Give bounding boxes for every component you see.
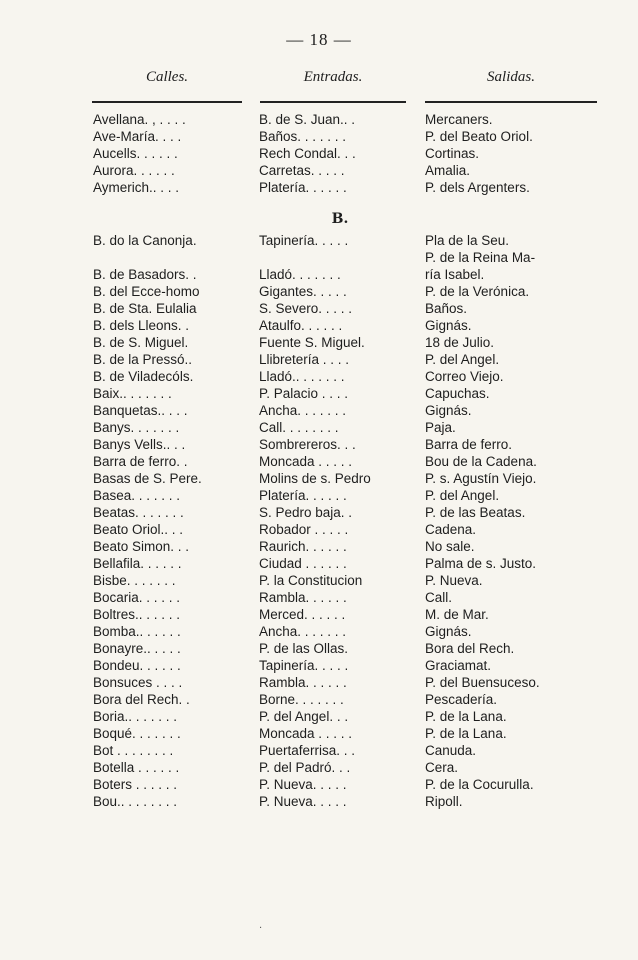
entrance-street: Ciudad . . . . . . <box>259 556 347 571</box>
street-name: Ave-María. . . . <box>93 129 182 144</box>
entrance-street: Moncada . . . . . <box>259 726 353 741</box>
exit-street: Cera. <box>425 760 459 775</box>
header-rule-salidas <box>425 101 597 103</box>
street-name: Bonayre.. . . . . <box>93 641 181 656</box>
street-name: Basea. . . . . . . <box>93 488 181 503</box>
street-name: Baix.. . . . . . . <box>93 386 172 401</box>
table-row <box>0 692 638 708</box>
entrance-street: Merced. . . . . . <box>259 607 346 622</box>
table-row <box>0 828 638 844</box>
table-row <box>0 539 638 555</box>
column-header-calles: Calles. <box>145 69 189 85</box>
exit-street: Baños. <box>425 301 468 316</box>
entrance-street: Ancha. . . . . . . <box>259 403 347 418</box>
table-row <box>0 352 638 368</box>
exit-street: P. de la Reina Ma- <box>425 250 536 265</box>
table-row <box>0 709 638 725</box>
exit-street: Bou de la Cadena. <box>425 454 537 469</box>
street-name: Avellana. , . . . . <box>93 112 186 127</box>
table-row <box>0 505 638 521</box>
table-row <box>0 573 638 589</box>
table-row <box>0 658 638 674</box>
street-name: Boters . . . . . . <box>93 777 178 792</box>
entrance-street: Moncada . . . . . <box>259 454 353 469</box>
table-row <box>0 369 638 385</box>
street-name: Aurora. . . . . . <box>93 163 175 178</box>
paper-speck: · <box>259 923 263 934</box>
street-name: B. de Sta. Eulalia <box>93 301 197 316</box>
street-name: Bisbe. . . . . . . <box>93 573 176 588</box>
street-name: Aymerich.. . . . <box>93 180 180 195</box>
table-row <box>0 335 638 351</box>
exit-street: Gignás. <box>425 318 472 333</box>
street-name: Banys Vells.. . . <box>93 437 186 452</box>
table-row <box>0 811 638 827</box>
entrance-street: P. la Constitucion <box>259 573 363 588</box>
column-header-salidas: Salidas. <box>487 69 535 85</box>
street-name: Beato Oriol.. . . <box>93 522 184 537</box>
exit-street: P. de las Beatas. <box>425 505 526 520</box>
entrance-street: Baños. . . . . . . <box>259 129 347 144</box>
exit-street: Ripoll. <box>425 794 463 809</box>
table-row <box>0 301 638 317</box>
table-row <box>0 250 638 266</box>
entrance-street: Lladó. . . . . . . <box>259 267 341 282</box>
table-row <box>0 146 638 162</box>
exit-street: Gignás. <box>425 624 472 639</box>
exit-street: Canuda. <box>425 743 477 758</box>
table-row <box>0 675 638 691</box>
table-row <box>0 760 638 776</box>
entrance-street: Call. . . . . . . . <box>259 420 339 435</box>
table-row <box>0 777 638 793</box>
entrance-street: Llibretería . . . . <box>259 352 350 367</box>
header-rule-calles <box>92 101 242 103</box>
table-row <box>0 454 638 470</box>
entrance-street: Rambla. . . . . . <box>259 675 347 690</box>
street-name: Banys. . . . . . . <box>93 420 180 435</box>
exit-street: P. de la Lana. <box>425 726 507 741</box>
street-name: B. de la Pressó.. <box>93 352 193 367</box>
entrance-street: Borne. . . . . . . <box>259 692 344 707</box>
exit-street: Bora del Rech. <box>425 641 515 656</box>
exit-street: Mercaners. <box>425 112 493 127</box>
table-row <box>0 386 638 402</box>
exit-street: P. del Beato Oriol. <box>425 129 533 144</box>
entrance-street: Gigantes. . . . . <box>259 284 347 299</box>
exit-street: Cadena. <box>425 522 477 537</box>
entrance-street: S. Severo. . . . . <box>259 301 353 316</box>
street-name: Bomba.. . . . . . <box>93 624 181 639</box>
exit-street: Palma de s. Justo. <box>425 556 537 571</box>
entrance-street: Tapinería. . . . . <box>259 658 349 673</box>
exit-street: Gignás. <box>425 403 472 418</box>
column-header-entradas: Entradas. <box>303 69 363 85</box>
exit-street: P. Nueva. <box>425 573 483 588</box>
street-name: Boltres.. . . . . . <box>93 607 181 622</box>
exit-street: Paja. <box>425 420 456 435</box>
table-row <box>0 267 638 283</box>
table-row <box>0 318 638 334</box>
exit-street: P. s. Agustín Viejo. <box>425 471 537 486</box>
street-name: Bonsuces . . . . <box>93 675 183 690</box>
street-name: B. de Basadors. . <box>93 267 197 282</box>
exit-street: No sale. <box>425 539 475 554</box>
street-name: Bocaria. . . . . . <box>93 590 181 605</box>
table-row <box>0 112 638 128</box>
entrance-street: Platería. . . . . . <box>259 180 347 195</box>
street-name: B. del Ecce-homo <box>93 284 200 299</box>
exit-street: 18 de Julio. <box>425 335 495 350</box>
exit-street: ría Isabel. <box>425 267 485 282</box>
street-name: Bellafila. . . . . . <box>93 556 182 571</box>
table-row <box>0 590 638 606</box>
exit-street: P. de la Cocurulla. <box>425 777 534 792</box>
exit-street: Pescadería. <box>425 692 498 707</box>
table-row <box>0 641 638 657</box>
entrance-street: Sombrereros. . . <box>259 437 356 452</box>
exit-street: P. de la Lana. <box>425 709 507 724</box>
street-name: Bot . . . . . . . . <box>93 743 174 758</box>
table-row <box>0 794 638 810</box>
entrance-street: P. del Padró. . . <box>259 760 351 775</box>
entrance-street: Robador . . . . . <box>259 522 349 537</box>
table-row <box>0 420 638 436</box>
entrance-street: Lladó.. . . . . . . <box>259 369 345 384</box>
exit-street: Barra de ferro. <box>425 437 513 452</box>
entrance-street: Rech Condal. . . <box>259 146 356 161</box>
exit-street: Graciamat. <box>425 658 492 673</box>
exit-street: P. del Angel. <box>425 352 500 367</box>
table-row <box>0 471 638 487</box>
entrance-street: Raurich. . . . . . <box>259 539 347 554</box>
entrance-street: Puertaferrisa. . . <box>259 743 356 758</box>
exit-street: Call. <box>425 590 453 605</box>
street-name: Botella . . . . . . <box>93 760 180 775</box>
entrance-street: P. del Angel. . . <box>259 709 349 724</box>
entrance-street: B. de S. Juan.. . <box>259 112 356 127</box>
exit-street: P. del Angel. <box>425 488 500 503</box>
street-name: Banquetas.. . . . <box>93 403 188 418</box>
entrance-street: Rambla. . . . . . <box>259 590 347 605</box>
exit-street: P. del Buensuceso. <box>425 675 540 690</box>
street-name: Boqué. . . . . . . <box>93 726 181 741</box>
section-letter-b: B. <box>331 211 349 227</box>
entrance-street: Fuente S. Miguel. <box>259 335 365 350</box>
header-rule-entradas <box>260 101 406 103</box>
exit-street: Cortinas. <box>425 146 480 161</box>
table-row <box>0 488 638 504</box>
exit-street: Pla de la Seu. <box>425 233 510 248</box>
street-name: B. de Viladecóls. <box>93 369 194 384</box>
table-row <box>0 726 638 742</box>
table-row <box>0 403 638 419</box>
entrance-street: P. Nueva. . . . . <box>259 794 347 809</box>
entrance-street: Tapinería. . . . . <box>259 233 349 248</box>
street-name: B. de S. Miguel. <box>93 335 189 350</box>
table-row <box>0 522 638 538</box>
table-row <box>0 624 638 640</box>
table-row <box>0 607 638 623</box>
street-name: B. dels Lleons. . <box>93 318 190 333</box>
entrance-street: P. de las Ollas. <box>259 641 349 656</box>
table-row <box>0 129 638 145</box>
entrance-street: P. Nueva. . . . . <box>259 777 347 792</box>
entrance-street: Ataulfo. . . . . . <box>259 318 343 333</box>
exit-street: P. de la Verónica. <box>425 284 530 299</box>
street-name: Beatas. . . . . . . <box>93 505 184 520</box>
table-row <box>0 437 638 453</box>
street-name: Bondeu. . . . . . <box>93 658 181 673</box>
table-row <box>0 743 638 759</box>
table-row <box>0 163 638 179</box>
table-row <box>0 556 638 572</box>
street-name: Beato Simon. . . <box>93 539 190 554</box>
street-name: Aucells. . . . . . <box>93 146 178 161</box>
street-name: B. do la Canonja. <box>93 233 197 248</box>
table-row <box>0 284 638 300</box>
street-name: Basas de S. Pere. <box>93 471 202 486</box>
street-name: Bora del Rech. . <box>93 692 190 707</box>
exit-street: P. dels Argenters. <box>425 180 530 195</box>
entrance-street: S. Pedro baja. . <box>259 505 353 520</box>
page-number: — 18 — <box>286 30 352 49</box>
entrance-street: Carretas. . . . . <box>259 163 345 178</box>
exit-street: Correo Viejo. <box>425 369 504 384</box>
street-name: Boria.. . . . . . . <box>93 709 178 724</box>
entrance-street: Platería. . . . . . <box>259 488 347 503</box>
entrance-street: P. Palacio . . . . <box>259 386 349 401</box>
exit-street: Amalia. <box>425 163 471 178</box>
exit-street: Capuchas. <box>425 386 490 401</box>
table-row <box>0 233 638 249</box>
street-name: Bou.. . . . . . . . <box>93 794 178 809</box>
entrance-street: Molins de s. Pedro <box>259 471 371 486</box>
street-name: Barra de ferro. . <box>93 454 188 469</box>
exit-street: M. de Mar. <box>425 607 489 622</box>
entrance-street: Ancha. . . . . . . <box>259 624 347 639</box>
table-row <box>0 180 638 196</box>
